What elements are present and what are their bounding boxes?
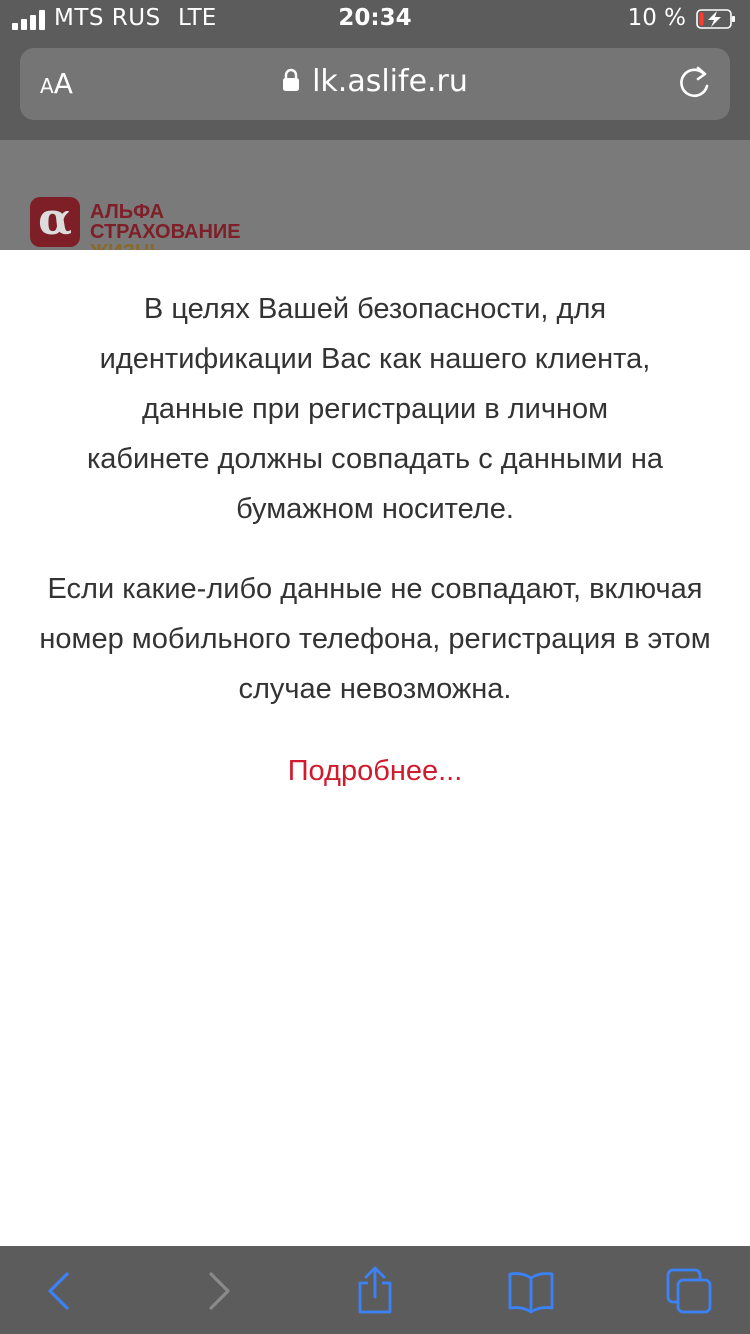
text-size-button[interactable]: AA xyxy=(40,67,73,100)
carrier-name: MTS RUS xyxy=(54,5,161,31)
bookmarks-icon[interactable] xyxy=(506,1266,556,1316)
reload-icon[interactable] xyxy=(674,64,714,104)
tabs-icon[interactable] xyxy=(664,1266,714,1316)
url-text: lk.aslife.ru xyxy=(312,64,468,99)
url-display[interactable] xyxy=(20,64,730,99)
back-icon[interactable] xyxy=(34,1266,84,1316)
lock-icon xyxy=(282,68,300,92)
url-field[interactable] xyxy=(20,48,730,120)
forward-icon[interactable] xyxy=(194,1266,244,1316)
logo-line-2: СТРАХОВАНИЕ xyxy=(90,221,241,243)
status-time: 20:34 xyxy=(338,5,412,31)
mismatch-notice-paragraph: Если какие-либо данные не совпадают, включая номер мобильного телефона, регистрация в этом случае невозможна. xyxy=(39,573,711,705)
battery-charging-icon xyxy=(696,9,736,29)
share-icon[interactable] xyxy=(350,1266,400,1316)
battery-percent: 10 % xyxy=(627,5,686,31)
status-bar xyxy=(0,0,750,40)
security-notice-paragraph: В целях Вашей безопасности, для идентификации Вас как нашего клиента, данные при регистрации в личном кабинете должны совпадать с данными на бумажном носителе. xyxy=(86,293,664,525)
browser-address-bar xyxy=(0,40,750,140)
network-type: LTE xyxy=(178,5,217,31)
more-info-link[interactable]: Подробнее... xyxy=(287,755,463,787)
browser-toolbar xyxy=(0,1246,750,1334)
logo-line-1: АЛЬФА xyxy=(90,201,165,223)
info-modal xyxy=(0,250,750,1246)
page-header-background xyxy=(0,140,750,250)
alfa-logo-mark: α xyxy=(30,197,80,247)
